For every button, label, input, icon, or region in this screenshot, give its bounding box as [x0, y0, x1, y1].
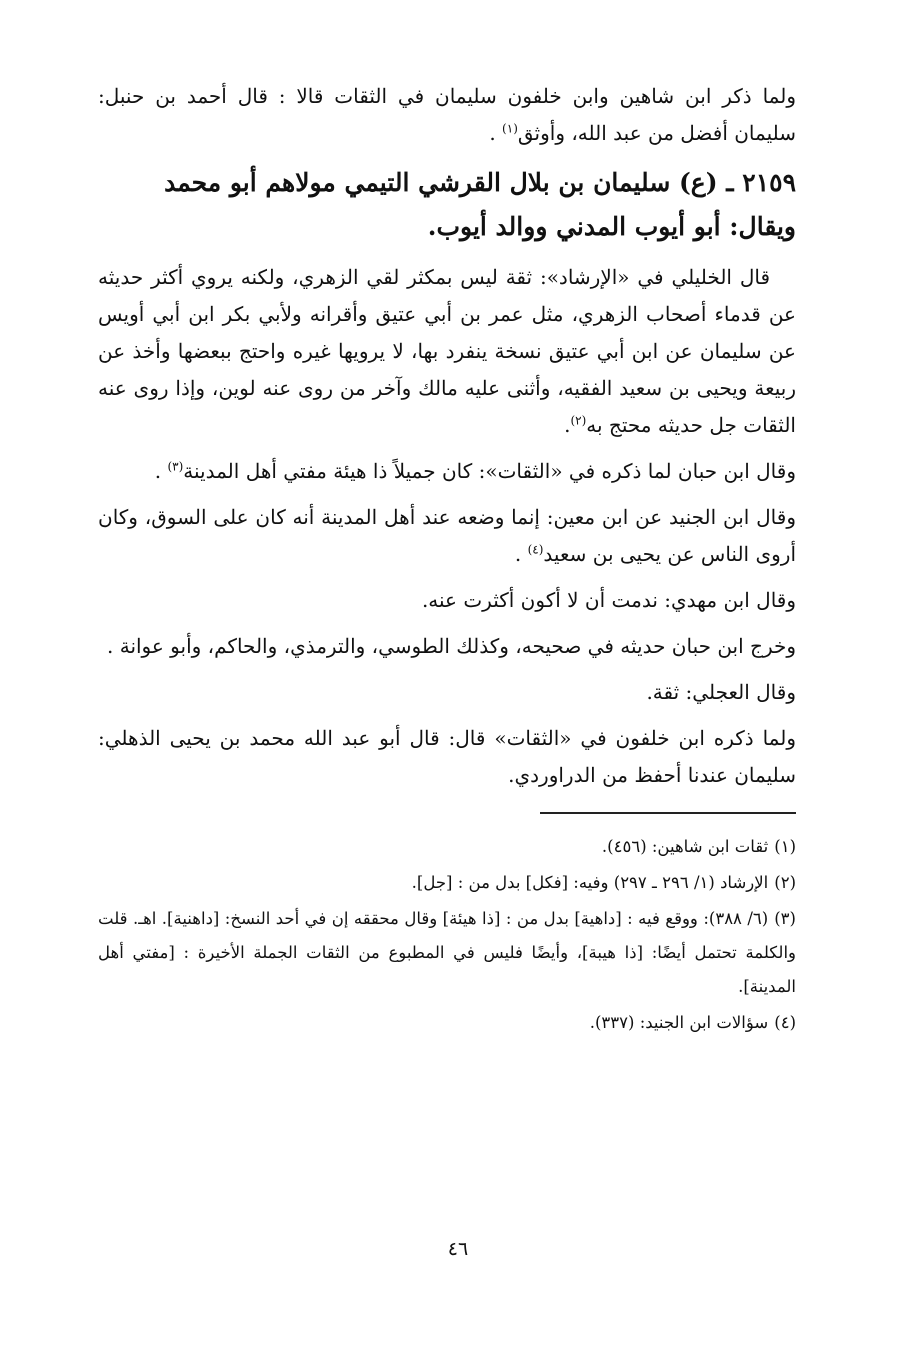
footnote-4: [98, 1006, 796, 1040]
footnote-number: (٣): [774, 909, 796, 928]
paragraph-ijli: وقال العجلي: ثقة.: [646, 680, 796, 704]
footnote-3: [98, 902, 796, 1004]
paragraph-ibn-hibban: [98, 453, 796, 490]
paragraph-text: وقال ابن الجنيد عن ابن معين: إنما وضعه عند أهل المدينة أنه كان على السوق، وكان أروى الناس عن يحيى بن سعيد: [98, 505, 796, 566]
paragraph-ibn-khalfun: ولما ذكره ابن خلفون في «الثقات» قال: قال أبو عبد الله محمد بن يحيى الذهلي: سليمان عندنا أحفظ من الدراوردي.: [98, 726, 796, 787]
paragraph-ibn-al-junayd: [98, 499, 796, 573]
paragraph-text: وقال ابن حبان لما ذكره في «الثقات»: كان جميلاً ذا هيئة مفتي أهل المدينة: [183, 459, 796, 483]
paragraph-end: .: [489, 121, 503, 145]
paragraph-ibn-mahdi: وقال ابن مهدي: ندمت أن لا أكون أكثرت عنه.: [421, 588, 796, 612]
footnote-ref-4[interactable]: (٤): [527, 542, 544, 557]
footnote-ref-1[interactable]: (١): [502, 121, 518, 136]
footnote-number: (١): [774, 837, 796, 856]
entry-heading: ٢١٥٩ ـ (ع) سليمان بن بلال القرشي التيمي مولاهم أبو محمد ويقال: أبو أيوب المدني ووالد أيوب.: [164, 168, 796, 241]
paragraph-khalili: [98, 259, 796, 444]
footnote-separator: [540, 812, 796, 814]
paragraph-text: ولما ذكر ابن شاهين وابن خلفون سليمان في الثقات قالا : قال أحمد بن حنبل: سليمان أفضل من عبد الله، وأوثق: [98, 84, 796, 145]
page-number: ٤٦: [447, 1238, 469, 1260]
footnote-text: سؤالات ابن الجنيد: (٣٣٧).: [589, 1013, 769, 1032]
footnote-number: (٢): [774, 873, 796, 892]
paragraph-intro: [98, 78, 796, 152]
footnote-number: (٤): [774, 1013, 796, 1032]
footnote-1: [98, 830, 796, 864]
paragraph-end: .: [514, 542, 528, 566]
footnote-text: (٦/ ٣٨٨): ووقع فيه : [داهية] بدل من : [ذا هيئة] وقال محققه إن في أحد النسخ: [داهنية]. اهـ. قلت والكلمة تحتمل أيضًا: [ذا هيبة]، وأيضًا فليس في المطبوع من الثقات الجملة الأخيرة : [مفتي أهل المدينة].: [98, 909, 796, 996]
footnote-text: الإرشاد (١/ ٢٩٦ ـ ٢٩٧) وفيه: [فكل] بدل من : [جل].: [411, 873, 769, 892]
footnote-2: [98, 866, 796, 900]
footnote-text: ثقات ابن شاهين: (٤٥٦).: [601, 837, 769, 856]
paragraph-takhrij: وخرج ابن حبان حديثه في صحيحه، وكذلك الطوسي، والترمذي، والحاكم، وأبو عوانة .: [107, 634, 796, 658]
paragraph-end: .: [564, 413, 571, 437]
footnote-ref-3[interactable]: (٣): [167, 459, 184, 474]
page-body: [98, 78, 796, 1042]
footnote-ref-2[interactable]: (٢): [570, 413, 587, 428]
paragraph-end: .: [154, 459, 168, 483]
paragraph-text: قال الخليلي في «الإرشاد»: ثقة ليس بمكثر لقي الزهري، ولكنه يروي أكثر حديثه عن قدماء أصحاب الزهري، مثل عمر بن أبي عتيق وأقرانه ولأبي بكر ابن أبي أويس عن سليمان عن ابن أبي عتيق نسخة ينفرد بها، لا يرويها غيره واحتج ببعضها وأخذ عن ربيعة ويحيى بن سعيد الفقيه، وأثنى عليه مالك وآخر من روى عنه لوين، وإذا روى عنه الثقات جل حديثه محتج به: [98, 265, 796, 437]
